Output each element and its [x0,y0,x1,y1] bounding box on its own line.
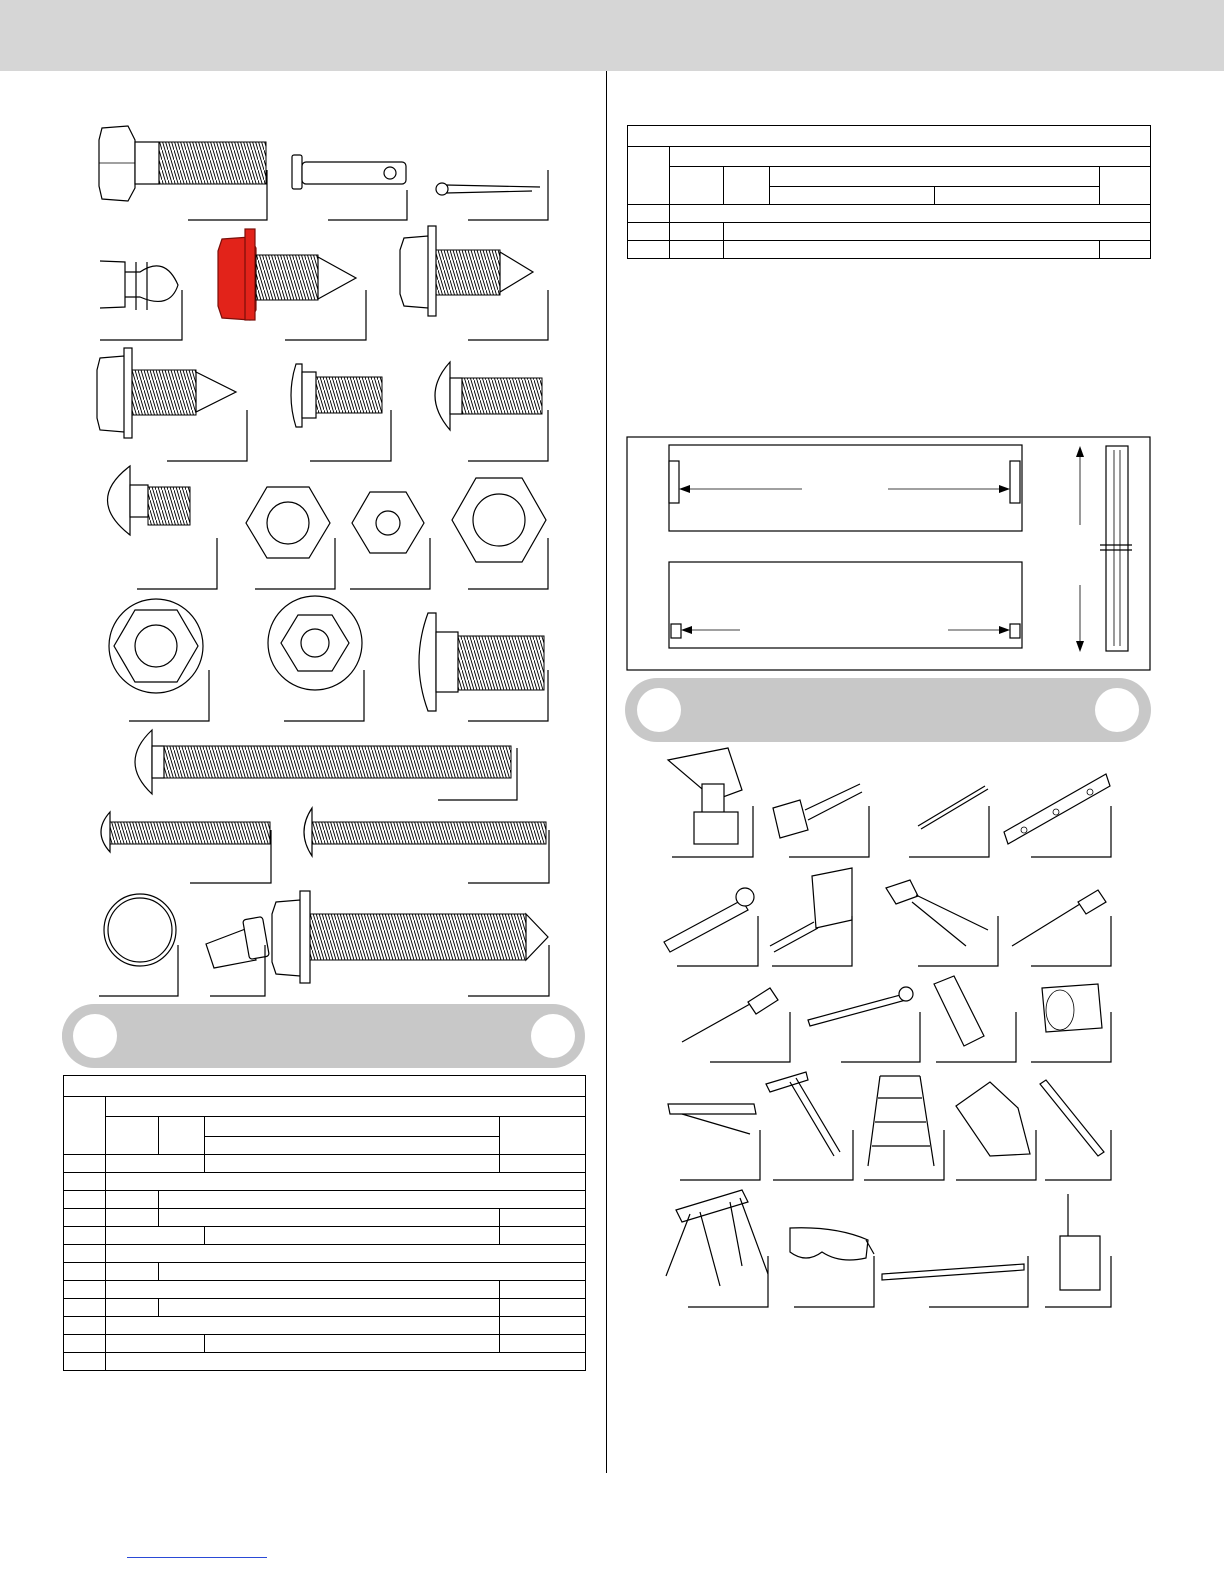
table-row [64,1281,586,1299]
self-drilling-screw-long-icon [97,348,236,438]
table-header-cell [770,187,935,205]
table-header-cell [628,147,670,205]
truss-head-bolt-icon [435,362,542,430]
table-header-cell [724,167,770,205]
table-header-cell [770,167,1100,187]
pliers-icon [886,880,988,946]
socket-extension-icon [934,976,984,1046]
table-row [64,1335,586,1353]
table-header-cell [670,167,724,205]
shoulder-bolt-icon [206,917,269,968]
table-row [64,1263,586,1281]
table-row [64,1191,586,1209]
table-row [628,205,1151,223]
table-title-row [64,1076,586,1097]
hex-bolt-icon [99,126,266,201]
table-row [64,1245,586,1263]
tapping-screw-long-icon [304,808,546,856]
spring-clip-icon [100,261,178,310]
safety-glasses-icon [790,1228,874,1260]
hex-nut-large-icon [246,487,330,558]
table-header-cell [935,187,1100,205]
table-header-cell [500,1117,586,1155]
tape-measure-icon [770,868,852,952]
table-header-cell [106,1117,159,1155]
self-drilling-screw-highlighted-icon [218,229,356,320]
table-row [628,241,1151,259]
flange-nut-icon [109,599,203,693]
table-row [64,1155,586,1173]
level-icon [1004,774,1110,844]
hammer-icon [766,1072,840,1156]
right-section-banner [625,678,1151,742]
table-row [64,1209,586,1227]
phillips-screwdriver-icon [1012,890,1106,946]
straight-edge-icon [882,1264,1024,1280]
cordless-drill-icon [668,748,742,844]
socket-icon [1042,984,1102,1032]
tapping-screw-short-icon [101,812,270,852]
table-row [64,1317,586,1335]
lag-screw-icon [272,891,548,983]
clevis-pin-icon [292,155,406,189]
flat-washer-icon [104,894,176,966]
pencil-icon [1040,1080,1104,1156]
c-clamp-icon [1060,1194,1100,1290]
hex-nut-small-icon [352,492,424,553]
drill-bit-icon [918,786,988,829]
carriage-bolt-icon [108,466,191,535]
ratchet-icon [664,888,754,952]
self-drilling-screw-icon [400,226,533,316]
table-row [64,1353,586,1371]
combination-wrench-icon [808,987,913,1026]
table-header-cell [159,1117,205,1155]
truss-head-screw-icon [419,613,544,711]
table-title-row [628,126,1151,147]
footer-link-underline[interactable] [127,1557,267,1558]
right-panel-table [627,125,1151,259]
table-row [64,1173,586,1191]
nut-driver-icon [773,784,862,838]
table-row [64,1227,586,1245]
table-header-cell [64,1097,106,1155]
table-header-cell [1100,167,1151,205]
long-carriage-bolt-icon [135,730,511,794]
cotter-pin-icon [436,183,540,195]
sawhorses-icon [666,1190,768,1286]
table-header-cell [205,1137,500,1155]
flat-screwdriver-icon [682,988,778,1042]
pan-head-screw-icon [291,364,382,427]
left-section-banner [62,1004,585,1068]
table-header-cell [106,1097,586,1117]
table-header-cell [205,1117,500,1137]
table-row [628,223,1151,241]
hex-nut-thin-icon [452,478,546,562]
step-ladder-icon [868,1076,934,1166]
work-gloves-icon [956,1082,1030,1156]
panel-diagram [627,437,1150,670]
table-row [64,1299,586,1317]
locking-pliers-icon [668,1104,756,1134]
flange-nut-small-icon [268,596,362,690]
table-header-cell [670,147,1151,167]
left-hardware-table [63,1075,586,1371]
